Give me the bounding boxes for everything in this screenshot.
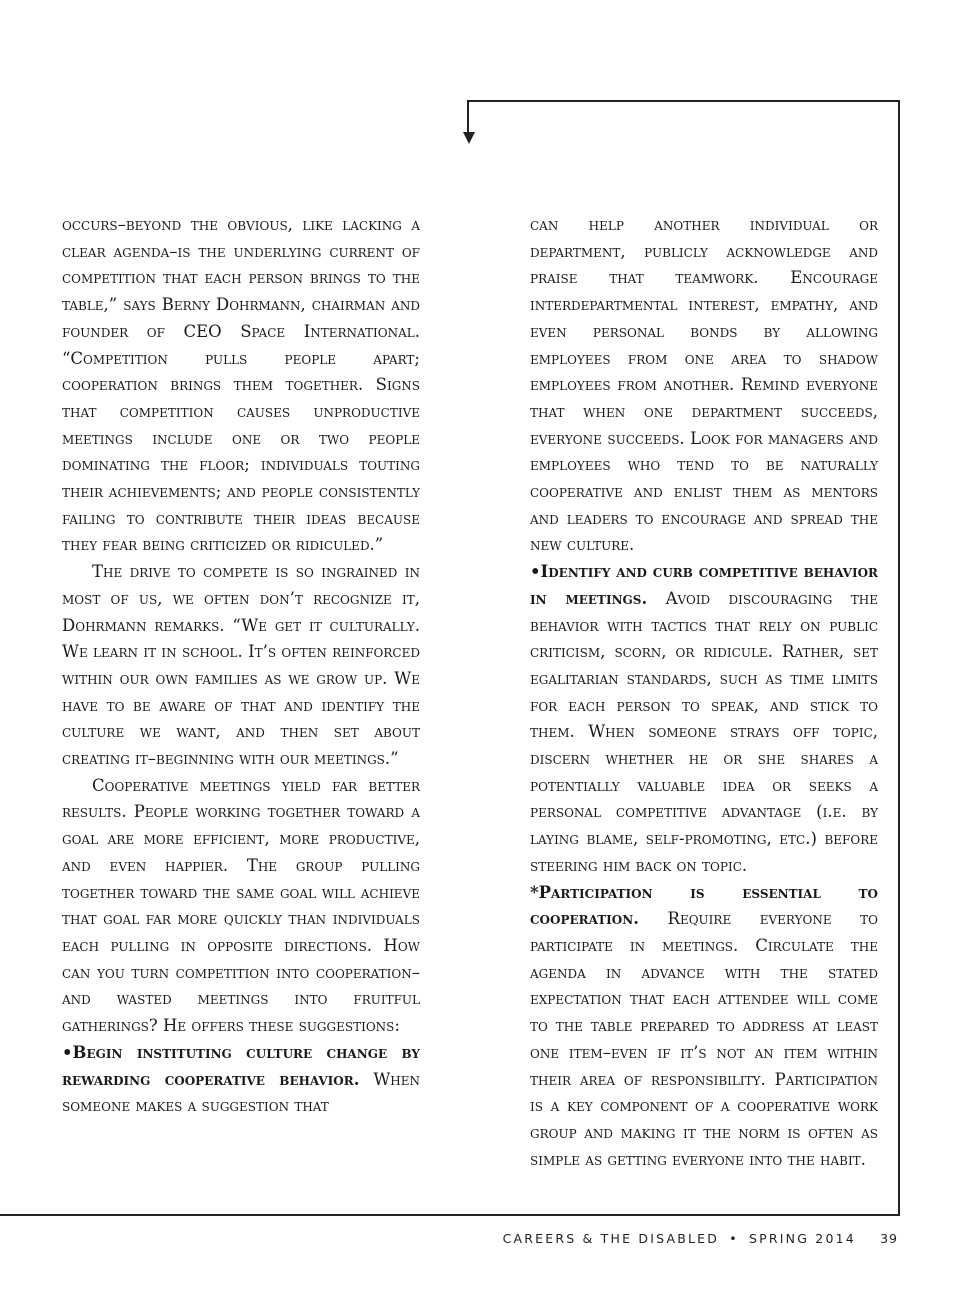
right-paragraph-1: can help another individual or department, publicly acknowledge and praise that teamwork. Encourage interdepartmental interest, empathy, and even personal bonds by allowing employees from one area to shadow employees from another. Remind everyone that when one department succeeds, everyone succeeds. Look for managers and employees who tend to be naturally cooperative and enlist them as mentors and leaders to encourage and spread the new culture.: [530, 215, 878, 555]
tip-3-heading: *Participation is essential to cooperation.: [530, 882, 878, 929]
tip-2-heading: •Identify and curb competitive behavior in meetings.: [530, 562, 878, 608]
left-paragraph-1: occurs–beyond the obvious, like lacking a clear agenda–is the underlying current of competition that each person brings to the table,” says Berny Dohrmann, chairman and founder of CEO Space International. “Competition pulls people apart; cooperation brings them together. Signs that competition causes unproductive meetings include one or two people dominating the floor; individuals touting their achievements; and people consistently failing to contribute their ideas because they fear being criticized or ridiculed.”: [62, 215, 420, 555]
footer-publication: CAREERS & THE DISABLED: [502, 1231, 720, 1246]
page-footer: [0, 1231, 898, 1246]
right-column: [530, 212, 878, 1173]
frame-line-right: [898, 100, 900, 1215]
left-column: [62, 212, 420, 1120]
tip-1-body: When someone makes a suggestion that: [62, 1069, 421, 1116]
left-paragraph-3: Cooperative meetings yield far better results. People working together toward a goal are more efficient, more productive, and even happier. The group pulling together toward the same goal will achieve that goal far more quickly than individuals each pulling in opposite directions. How can you turn competition into cooperation–and wasted meetings into fruitful gatherings? He offers these suggestions:: [62, 775, 420, 1036]
tip-3-body: Require everyone to participate in meetings. Circulate the agenda in advance with the stated expectation that each attendee will come to the table prepared to address at least one item–even if it’s not an item within their area of responsibility. Participation is a key component of a cooperative work group and making it the norm is often as simple as getting everyone into the habit.: [530, 909, 879, 1169]
frame-arrow-stem: [467, 100, 469, 134]
footer-separator: •: [729, 1231, 739, 1246]
frame-line-bottom: [0, 1214, 900, 1216]
frame-line-top: [468, 100, 900, 102]
left-paragraph-2: The drive to compete is so ingrained in most of us, we often don’t recognize it, Dohrmann remarks. “We get it culturally. We learn it in school. It’s often reinforced within our own families as we grow up. We have to be aware of that and identify the culture we want, and then set about creating it–beginning with our meetings.”: [62, 562, 420, 769]
tip-2: [530, 559, 878, 879]
page-number: 39: [880, 1231, 898, 1246]
footer-issue: SPRING 2014: [749, 1231, 856, 1246]
down-arrow-icon: [463, 132, 475, 144]
tip-2-body: Avoid discouraging the behavior with tactics that rely on public criticism, scorn, or ridicule. Rather, set egalitarian standards, such as time limits for each person to speak, and stick to them. When someone strays off topic, discern whether he or she shares a potentially valuable idea or seeks a personal competitive advantage (i.e. by laying blame, self-promoting, etc.) before steering him back on topic.: [530, 588, 878, 875]
tip-1-heading: •Begin instituting culture change by rewarding cooperative behavior.: [62, 1042, 420, 1089]
tip-1: [62, 1040, 420, 1120]
tip-3: [530, 880, 878, 1174]
